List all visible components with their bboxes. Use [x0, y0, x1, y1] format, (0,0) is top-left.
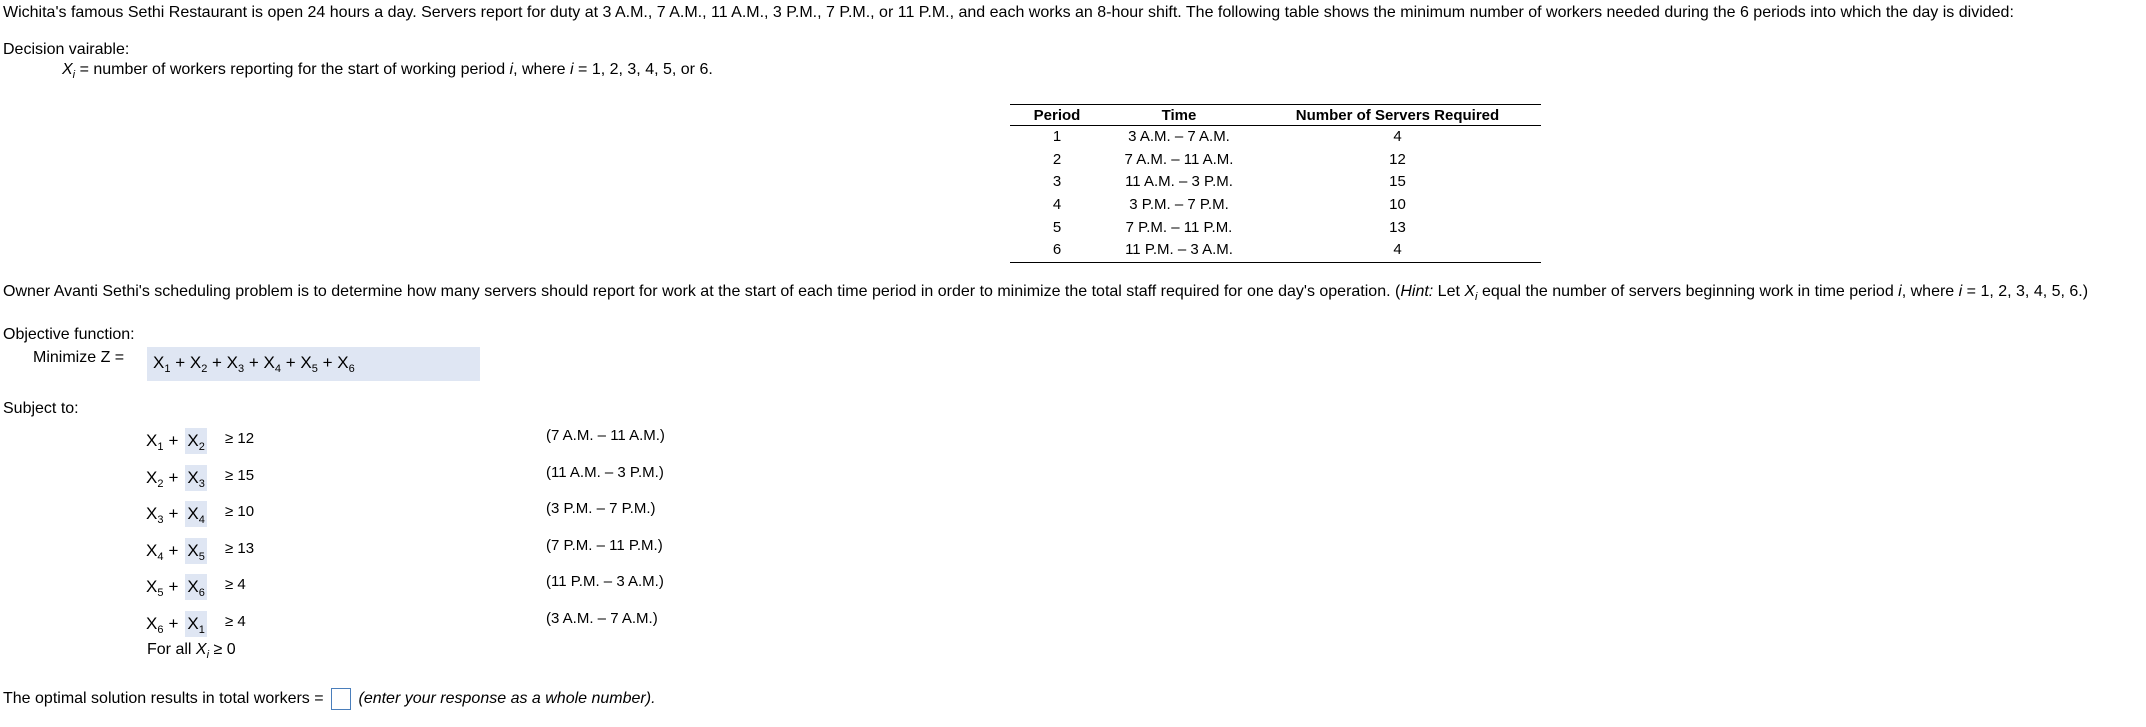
constraint-var-sub: 1 [157, 441, 164, 453]
table-row [1010, 126, 1541, 149]
table-row [1010, 171, 1541, 194]
constraint-var-sub: 2 [157, 478, 164, 490]
decision-variable-heading: Decision vairable: [3, 41, 130, 58]
objective-term: 1 [164, 363, 171, 375]
table-cell: 5 [1052, 218, 1062, 236]
constraint-second-variable-input[interactable]: $X_4$ [185, 501, 206, 527]
table-row [1010, 239, 1541, 262]
constraint-period: (11 P.M. – 3 A.M.) [546, 573, 664, 590]
constraint-rhs: ≥ 10 [225, 503, 255, 520]
objective-function-input[interactable]: $X_1 + X_2 + X_3 + X_4 + X_5 + X_6$ [147, 347, 480, 381]
answer-hint: (enter your response as a whole number). [358, 690, 656, 708]
constraint-rhs: ≥ 4 [225, 576, 246, 593]
constraint-second-variable-input[interactable]: $X_6$ [185, 574, 206, 600]
objective-term: 3 [238, 363, 245, 375]
constraint-second-variable-input[interactable]: $X_1$ [185, 611, 206, 637]
hint-label: Hint: [1400, 283, 1434, 300]
table-cell: 7 A.M. – 11 A.M. [1124, 150, 1234, 168]
owner-text: = 1, 2, 3, 4, 5, 6.) [1962, 283, 2089, 300]
owner-i: i [1958, 283, 1963, 300]
table-cell: 11 A.M. – 3 P.M. [1125, 173, 1233, 191]
table-cell: 11 P.M. – 3 A.M. [1125, 241, 1233, 259]
table-cell: 2 [1052, 150, 1062, 168]
constraint-rhs: ≥ 15 [225, 467, 255, 484]
constraint-var-sub: 3 [198, 478, 205, 490]
table-row [1010, 149, 1541, 172]
table-cell: 4 [1393, 241, 1402, 259]
table-cell: 12 [1389, 150, 1406, 168]
owner-text: Let [1433, 283, 1465, 300]
subject-to-heading: Subject to: [3, 400, 79, 417]
constraint-var-sub: 3 [157, 514, 164, 526]
objective-term: 6 [348, 363, 355, 375]
objective-term: 2 [201, 363, 208, 375]
owner-text: , where [1901, 283, 1959, 300]
var-sub: i [1475, 291, 1478, 303]
constraint-var-sub: 5 [198, 551, 205, 563]
constraint-second-variable-input[interactable]: $X_5$ [185, 538, 206, 564]
constraint-var-sub: 6 [157, 624, 164, 636]
constraint-var-sub: 4 [198, 514, 205, 526]
table-cell: 15 [1389, 173, 1406, 191]
decision-variable-definition [62, 61, 713, 79]
dv-text: = 1, 2, 3, 4, 5, or 6. [573, 61, 713, 78]
var-x: X [1464, 283, 1476, 300]
table-cell: 1 [1052, 128, 1062, 146]
owner-text: equal the number of servers beginning work in time period [1477, 283, 1899, 300]
objective-function-heading: Objective function: [3, 326, 135, 343]
dv-text: = number of workers reporting for the start of working period [75, 61, 510, 78]
objective-term: 4 [274, 363, 281, 375]
nonnegativity-constraint [147, 641, 236, 659]
var-x: X [195, 641, 207, 658]
table-row [1010, 194, 1541, 217]
table-cell: 4 [1393, 128, 1402, 146]
constraint-period: (11 A.M. – 3 P.M.) [546, 464, 664, 481]
table-cell: 7 P.M. – 11 P.M. [1125, 218, 1233, 236]
dv-i: i [509, 61, 514, 78]
constraint-var-sub: 6 [198, 587, 205, 599]
var-x: X [62, 61, 73, 78]
var-sub: i [72, 69, 76, 81]
constraint-var-sub: 5 [157, 587, 164, 599]
dv-i: i [570, 61, 574, 78]
table-cell: 6 [1052, 241, 1062, 259]
constraint-period: (3 P.M. – 7 P.M.) [546, 500, 656, 517]
constraint-second-variable-input[interactable]: $X_2$ [185, 428, 206, 454]
minimize-label: Minimize Z = [33, 349, 125, 366]
constraint-period: (7 P.M. – 11 P.M.) [546, 537, 663, 554]
var-sub: i [206, 649, 210, 661]
constraint-var-sub: 2 [198, 441, 205, 453]
forall-text: For all [147, 641, 196, 658]
table-header-row [1010, 105, 1541, 126]
owner-problem-statement [3, 283, 2088, 301]
table-cell: 3 A.M. – 7 A.M. [1128, 128, 1230, 146]
constraint-rhs: ≥ 12 [225, 430, 255, 447]
owner-text: Owner Avanti Sethi's scheduling problem is to determine how many servers should report for work at the start of each time period in order to minimize the total staff required for one day's operation. ( [3, 283, 1401, 300]
column-header: Period [1010, 105, 1104, 126]
table-row [1010, 216, 1541, 239]
owner-i: i [1898, 283, 1902, 300]
constraint-var-sub: 4 [157, 551, 164, 563]
answer-label: The optimal solution results in total workers = [3, 690, 329, 708]
column-header: Number of Servers Required [1254, 105, 1541, 126]
constraint-var-sub: 1 [198, 624, 205, 636]
forall-text: ≥ 0 [209, 641, 236, 658]
constraint-rhs: ≥ 4 [225, 613, 246, 630]
total-workers-input[interactable] [331, 688, 351, 710]
answer-row [3, 688, 656, 710]
servers-required-table [1010, 104, 1541, 263]
constraint-period: (7 A.M. – 11 A.M.) [546, 427, 665, 444]
constraint-second-variable-input[interactable]: $X_3$ [185, 465, 206, 491]
column-header: Time [1104, 105, 1254, 126]
table-cell: 10 [1389, 196, 1406, 214]
dv-text: , where [513, 61, 571, 78]
constraint-period: (3 A.M. – 7 A.M.) [546, 610, 658, 627]
table-cell: 3 [1052, 173, 1062, 191]
objective-term: 5 [311, 363, 318, 375]
problem-intro: Wichita's famous Sethi Restaurant is open 24 hours a day. Servers report for duty at 3 A.M., 7 A.M., 11 A.M., 3 P.M., 7 P.M., or 11 P.M., and each works an 8-hour shift. The following table shows the minimum number of workers needed during the 6 periods into which the day is divided: [3, 4, 2014, 21]
table-cell: 13 [1389, 218, 1406, 236]
constraint-rhs: ≥ 13 [225, 540, 255, 557]
table-cell: 3 P.M. – 7 P.M. [1129, 196, 1229, 214]
table-cell: 4 [1052, 196, 1062, 214]
